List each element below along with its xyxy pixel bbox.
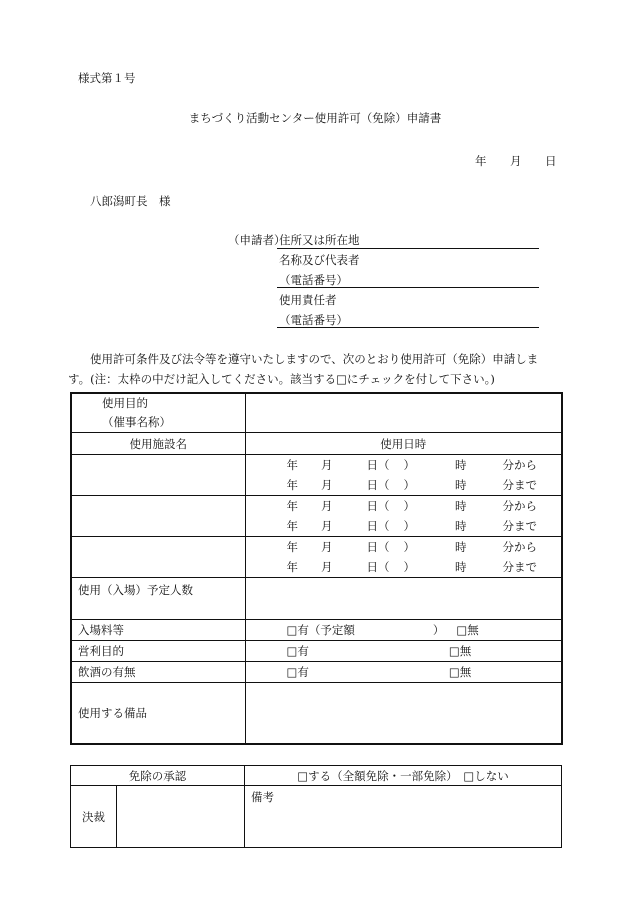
responsible-label: 使用責任者 <box>279 293 337 307</box>
attendance-label: 使用（入場）予定人数 <box>78 583 193 597</box>
responsible-underline[interactable] <box>277 327 539 328</box>
date-month-label: 月 <box>510 154 522 168</box>
datetime-from-row <box>246 455 562 475</box>
year-label: 年 <box>286 458 298 472</box>
datetime-to-row <box>246 475 562 495</box>
alcohol-label: 飲酒の有無 <box>71 662 245 683</box>
facility-input-3[interactable] <box>71 537 245 578</box>
profit-label: 営利目的 <box>71 641 245 662</box>
alcohol-yes-checkbox[interactable]: □有 <box>286 665 309 679</box>
intro-line-1: 使用許可条件及び法令等を遵守いたしますので、次のとおり使用許可（免除）申請しま <box>90 352 539 366</box>
equipment-input[interactable] <box>245 683 562 744</box>
responsible-phone-label: （電話番号） <box>279 313 348 327</box>
facility-header: 使用施設名 <box>71 433 245 455</box>
hour-label: 時 <box>455 540 467 554</box>
profit-options <box>245 641 562 662</box>
day-label: 日（ <box>366 478 390 492</box>
applicant-label: （申請者） <box>228 233 286 247</box>
datetime-to-row <box>246 516 562 536</box>
phone-label: （電話番号） <box>279 273 348 287</box>
datetime-from-row <box>246 496 562 516</box>
form-title: まちづくり活動センター使用許可（免除）申請書 <box>188 111 442 125</box>
purpose-label-cell <box>71 393 245 433</box>
profit-no-checkbox[interactable]: □無 <box>448 644 472 658</box>
profit-yes-checkbox[interactable]: □有 <box>286 644 309 658</box>
month-label: 月 <box>321 560 333 574</box>
paren-close: ） <box>403 478 415 492</box>
datetime-header: 使用日時 <box>245 433 562 455</box>
month-label: 月 <box>321 499 333 513</box>
exemption-options[interactable]: □する（全額免除・一部免除） □しない <box>245 766 562 786</box>
datetime-cell-1[interactable] <box>245 455 562 496</box>
paren-close: ） <box>403 540 415 554</box>
from-label: 分から <box>502 540 537 554</box>
facility-input-2[interactable] <box>71 496 245 537</box>
month-label: 月 <box>321 540 333 554</box>
decision-stamp-area[interactable] <box>117 786 245 848</box>
intro-line-2: す。(注：太枠の中だけ記入してください。該当する□にチェックを付して下さい。) <box>68 372 495 386</box>
day-label: 日（ <box>366 519 390 533</box>
hour-label: 時 <box>455 458 467 472</box>
purpose-label: 使用目的 <box>102 396 148 410</box>
date-year-label: 年 <box>475 154 487 168</box>
alcohol-no-checkbox[interactable]: □無 <box>448 665 472 679</box>
decision-label: 決裁 <box>71 786 117 848</box>
year-label: 年 <box>286 499 298 513</box>
name-phone-underline[interactable] <box>277 287 539 288</box>
day-label: 日（ <box>366 540 390 554</box>
paren-close: ） <box>403 458 415 472</box>
datetime-from-row <box>246 537 562 557</box>
attendance-label-cell <box>71 578 245 620</box>
month-label: 月 <box>321 519 333 533</box>
attendance-input[interactable] <box>245 578 562 620</box>
month-label: 月 <box>321 478 333 492</box>
paren-close: ） <box>403 519 415 533</box>
fee-options <box>245 620 562 641</box>
year-label: 年 <box>286 560 298 574</box>
purpose-input[interactable] <box>245 393 562 433</box>
year-label: 年 <box>286 540 298 554</box>
date-day-label: 日 <box>545 154 557 168</box>
address-underline[interactable] <box>277 248 539 249</box>
from-label: 分から <box>502 499 537 513</box>
from-label: 分から <box>502 458 537 472</box>
hour-label: 時 <box>455 560 467 574</box>
day-label: 日（ <box>366 560 390 574</box>
day-label: 日（ <box>366 499 390 513</box>
paren-close: ） <box>403 560 415 574</box>
address-label: 住所又は所在地 <box>279 233 360 247</box>
datetime-cell-3[interactable] <box>245 537 562 578</box>
year-label: 年 <box>286 519 298 533</box>
name-label: 名称及び代表者 <box>279 253 360 267</box>
remarks-label: 備考 <box>251 790 274 804</box>
fee-no-checkbox[interactable]: □無 <box>456 623 479 637</box>
year-label: 年 <box>286 478 298 492</box>
equipment-label: 使用する備品 <box>71 683 245 744</box>
month-label: 月 <box>321 458 333 472</box>
facility-input-1[interactable] <box>71 455 245 496</box>
hour-label: 時 <box>455 478 467 492</box>
day-label: 日（ <box>366 458 390 472</box>
hour-label: 時 <box>455 519 467 533</box>
hour-label: 時 <box>455 499 467 513</box>
fee-yes-checkbox[interactable]: □有（予定額 <box>286 623 355 637</box>
datetime-to-row <box>246 557 562 577</box>
form-number: 様式第１号 <box>78 71 136 85</box>
fee-label: 入場料等 <box>71 620 245 641</box>
to-label: 分まで <box>502 560 537 574</box>
to-label: 分まで <box>502 478 537 492</box>
paren-close: ） <box>403 499 415 513</box>
datetime-cell-2[interactable] <box>245 496 562 537</box>
remarks-cell[interactable] <box>245 786 562 848</box>
event-name-label: （催事名称） <box>102 415 171 429</box>
usage-table <box>70 392 563 745</box>
alcohol-options <box>245 662 562 683</box>
to-label: 分まで <box>502 519 537 533</box>
fee-amount-close: ） <box>432 623 445 637</box>
addressee: 八郎潟町長 様 <box>90 194 171 208</box>
exemption-label: 免除の承認 <box>71 766 245 786</box>
approval-table <box>70 765 562 848</box>
